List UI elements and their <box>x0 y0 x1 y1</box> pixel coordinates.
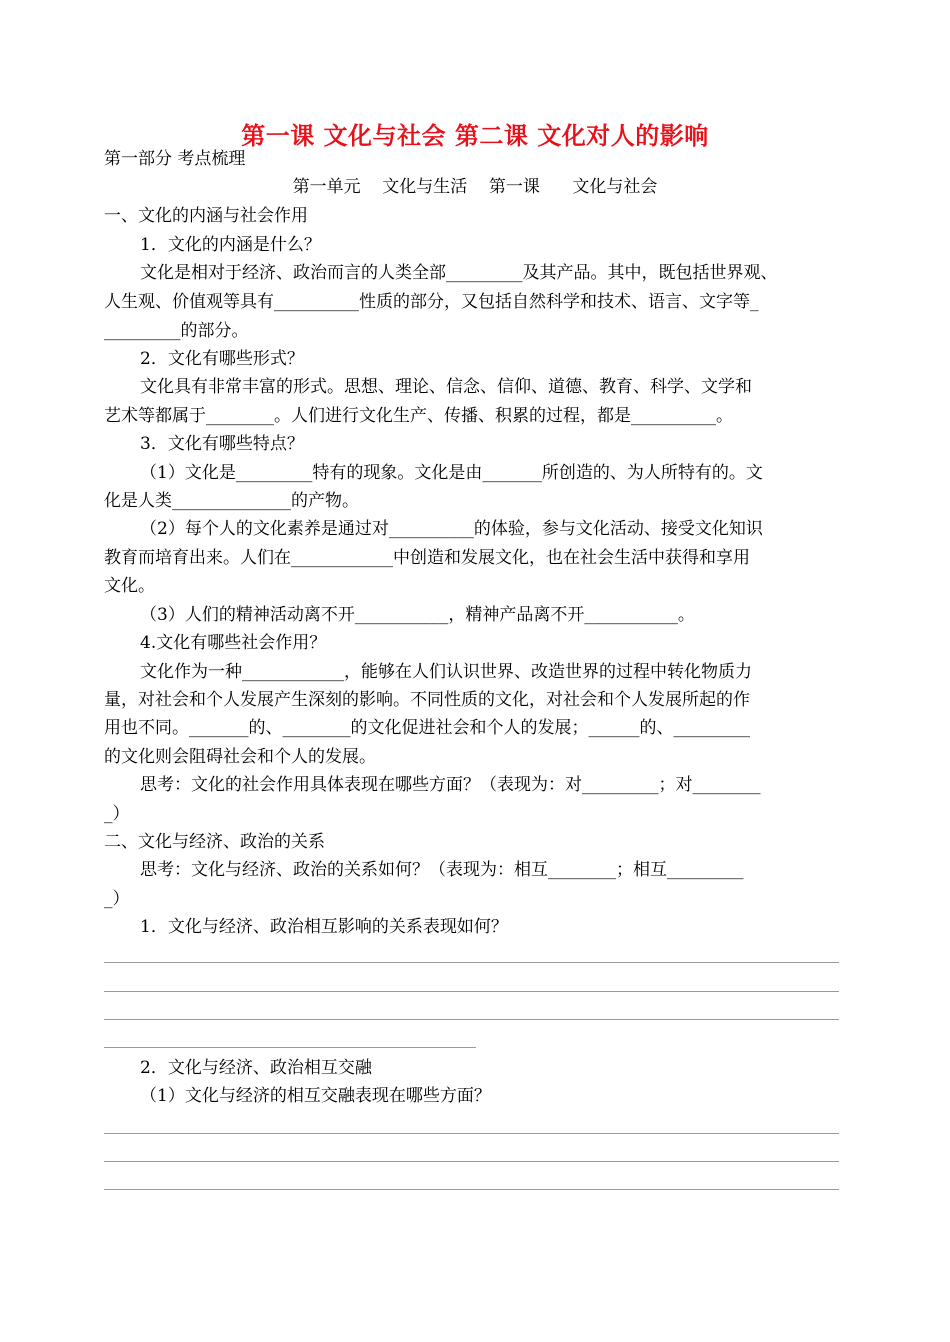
paragraph-line: 文化。 <box>104 576 155 596</box>
paragraph-line: （1）文化是_________特有的现象。文化是由_______所创造的、为人所特有的。文 <box>140 463 763 483</box>
question-heading: （1）文化与经济的相互交融表现在哪些方面？ <box>140 1086 491 1106</box>
paragraph-line: _） <box>104 889 130 909</box>
paragraph-line: 文化是相对于经济、政治而言的人类全部_________及其产品。其中，既包括世界观、 <box>140 263 778 283</box>
paragraph-line: 化是人类______________的产物。 <box>104 491 359 511</box>
paragraph-line: 文化具有非常丰富的形式。思想、理论、信念、信仰、道德、教育、科学、文学和 <box>140 377 752 397</box>
part-heading: 第一部分 考点梳理 <box>104 149 246 169</box>
paragraph-line: 教育而培育出来。人们在____________中创造和发展文化，也在社会生活中获得和享用 <box>104 548 750 568</box>
answer-line <box>104 1047 476 1048</box>
question-heading: 2．文化与经济、政治相互交融 <box>140 1058 372 1078</box>
answer-line <box>104 1133 839 1134</box>
question-heading: 1．文化与经济、政治相互影响的关系表现如何？ <box>140 917 508 937</box>
answer-line <box>104 1189 839 1190</box>
paragraph-line: 的文化则会阻碍社会和个人的发展。 <box>104 747 376 767</box>
question-heading: 1．文化的内涵是什么？ <box>140 235 321 255</box>
answer-line <box>104 1161 839 1162</box>
paragraph-line: （2）每个人的文化素养是通过对__________的体验，参与文化活动、接受文化知识 <box>140 519 763 539</box>
paragraph-line: 艺术等都属于________。人们进行文化生产、传播、积累的过程，都是__________。 <box>104 406 733 426</box>
paragraph-line: 思考：文化与经济、政治的关系如何？（表现为：相互________；相互_________ <box>140 860 744 880</box>
paragraph-line: 文化作为一种____________，能够在人们认识世界、改造世界的过程中转化物质力 <box>140 662 752 682</box>
answer-line <box>104 991 839 992</box>
paragraph-line: _） <box>104 804 130 824</box>
section-heading: 二、文化与经济、政治的关系 <box>104 832 325 852</box>
question-heading: 4.文化有哪些社会作用？ <box>140 633 327 653</box>
paragraph-line: 用也不同。_______的、________的文化促进社会和个人的发展；______的、_________ <box>104 718 750 738</box>
question-heading: 3．文化有哪些特点？ <box>140 434 304 454</box>
paragraph-line: 思考：文化的社会作用具体表现在哪些方面？（表现为：对_________；对________ <box>140 775 761 795</box>
answer-line <box>104 962 839 963</box>
unit-heading: 第一单元 文化与生活 第一课 文化与社会 <box>292 177 658 197</box>
paragraph-line: _________的部分。 <box>104 321 249 341</box>
document-title: 第一课 文化与社会 第二课 文化对人的影响 <box>241 121 709 150</box>
paragraph-line: （3）人们的精神活动离不开___________，精神产品离不开___________。 <box>140 605 695 625</box>
section-heading: 一、文化的内涵与社会作用 <box>104 206 308 226</box>
paragraph-line: 量，对社会和个人发展产生深刻的影响。不同性质的文化，对社会和个人发展所起的作 <box>104 690 750 710</box>
answer-line <box>104 1019 839 1020</box>
question-heading: 2．文化有哪些形式？ <box>140 349 304 369</box>
paragraph-line: 人生观、价值观等具有__________性质的部分，又包括自然科学和技术、语言、文字等_ <box>104 292 759 312</box>
